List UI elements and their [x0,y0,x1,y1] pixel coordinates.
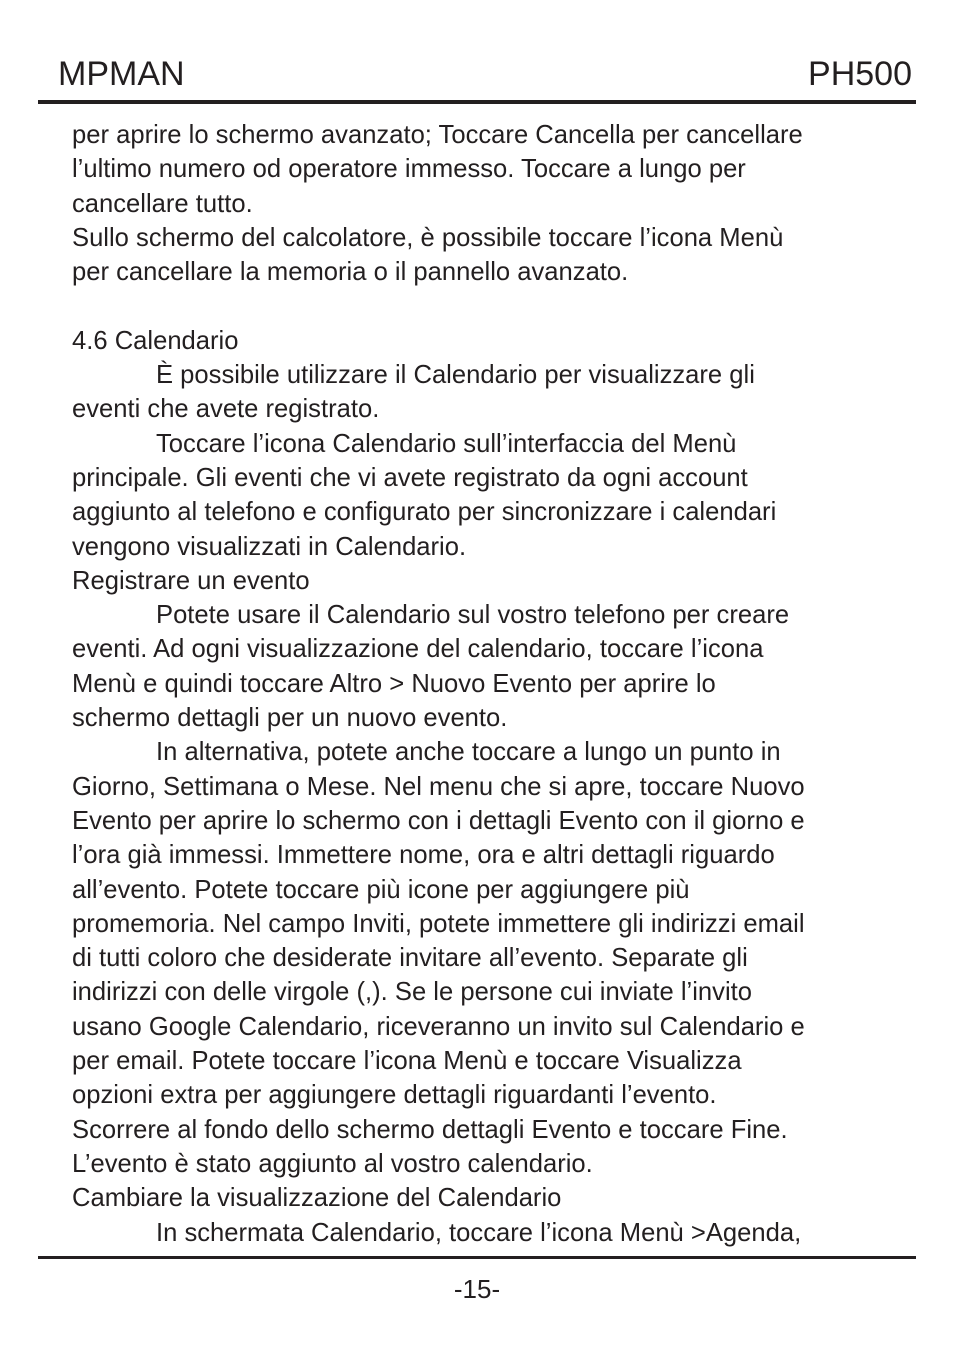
text-line: Menù e quindi toccare Altro > Nuovo Evento per aprire lo [72,669,716,698]
text-line: per aprire lo schermo avanzato; Toccare Cancella per cancellare [72,121,803,149]
page-number: -15- [453,1274,501,1304]
text-line: promemoria. Nel campo Inviti, potete immettere gli indirizzi email [72,909,805,938]
text-line: per cancellare la memoria o il pannello avanzato. [72,258,629,287]
text-line: In alternativa, potete anche toccare a lungo un punto in [156,738,781,767]
text-line: Giorno, Settimana o Mese. Nel menu che si apre, toccare Nuovo [72,772,805,801]
footer-divider [38,1256,916,1259]
text-line: per email. Potete toccare l’icona Menù e toccare Visualizza [72,1047,742,1076]
text-line: l’ora già immessi. Immettere nome, ora e altri dettagli riguardo [72,841,775,870]
text-line: di tutti coloro che desiderate invitare all’evento. Separate gli [72,944,748,973]
text-line: L’evento è stato aggiunto al vostro calendario. [72,1149,593,1178]
text-line: 4.6 Calendario [72,326,239,355]
text-line: Cambiare la visualizzazione del Calendario [72,1184,562,1213]
text-line: principale. Gli eventi che vi avete registrato da ogni account [72,463,748,492]
text-line: aggiunto al telefono e configurato per sincronizzare i calendari [72,498,777,527]
text-line: usano Google Calendario, riceveranno un invito sul Calendario e [72,1012,805,1041]
text-line: eventi. Ad ogni visualizzazione del calendario, toccare l’icona [72,635,764,664]
text-line: È possibile utilizzare il Calendario per visualizzare gli [156,361,755,390]
text-line: cancellare tutto. [72,189,253,218]
text-line: all’evento. Potete toccare più icone per aggiungere più [72,875,690,904]
text-line: schermo dettagli per un nuovo evento. [72,704,508,733]
text-line: Sullo schermo del calcolatore, è possibile toccare l’icona Menù [72,223,784,252]
text-line: opzioni extra per aggiungere dettagli riguardanti l’evento. [72,1081,717,1110]
model-name: PH500 [808,55,912,93]
text-line: eventi che avete registrato. [72,395,380,424]
text-line: vengono visualizzati in Calendario. [72,532,467,561]
page-header [38,52,916,104]
text-line: Evento per aprire lo schermo con i dettagli Evento con il giorno e [72,806,805,835]
blank-line [72,289,892,323]
brand-name: MPMAN [58,55,185,93]
text-line: In schermata Calendario, toccare l’icona Menù >Agenda, [156,1218,802,1247]
body-text [72,118,892,1250]
text-line: Toccare l’icona Calendario sull’interfaccia del Menù [156,429,737,458]
text-line: Potete usare il Calendario sul vostro telefono per creare [156,601,790,630]
text-line: l’ultimo numero od operatore immesso. Toccare a lungo per [72,155,746,184]
text-line: indirizzi con delle virgole (,). Se le persone cui inviate l’invito [72,978,752,1007]
text-line: Scorrere al fondo dello schermo dettagli Evento e toccare Fine. [72,1115,788,1144]
text-line: Registrare un evento [72,566,310,595]
